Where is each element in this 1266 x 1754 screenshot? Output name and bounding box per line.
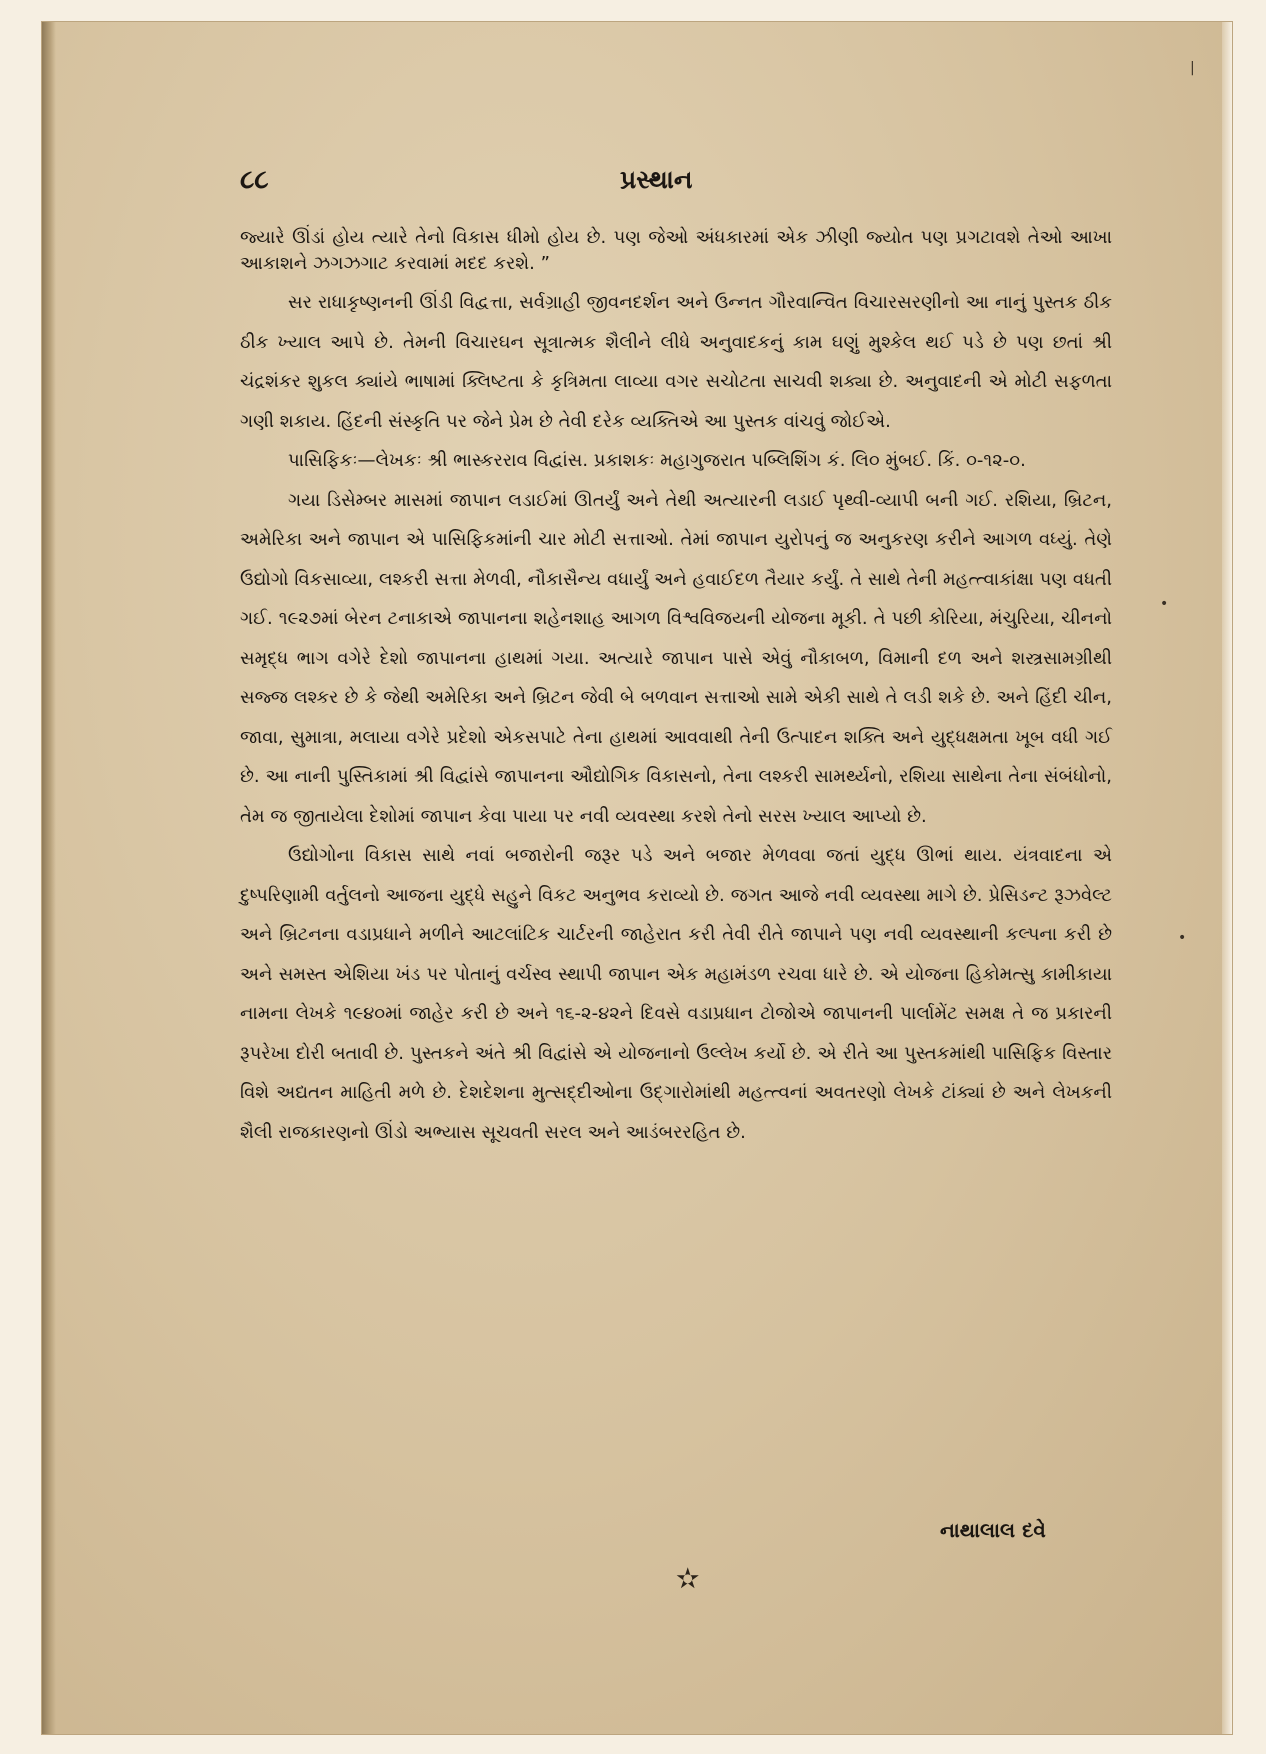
- scan-speck: •: [1160, 596, 1169, 612]
- paragraph-japan-pacific: ગયા ડિસેમ્બર માસમાં જાપાન લડાઈમાં ઊતર્યું અને તેથી અત્યારની લડાઈ પૃથ્વી-વ્યાપી બની ગઈ. રશિયા, બ્રિટન, અમેરિકા અને જાપાન એ પાસિફિકમાંની ચાર મોટી સત્તાઓ. તેમાં જાપાન યુરોપનું જ અનુકરણ કરીને આગળ વધ્યું. તેણે ઉદ્યોગો વિકસાવ્યા, લશ્કરી સત્તા મેળવી, નૌકાસૈન્ય વધાર્યું અને હવાઈદળ તૈયાર કર્યું. તે સાથે તેની મહત્ત્વાકાંક્ષા પણ વધતી ગઈ. ૧૯૨૭માં બેરન ટનાકાએ જાપાનના શહેનશાહ આગળ વિશ્વવિજયની યોજના મૂકી. તે પછી કોરિયા, મંચુરિયા, ચીનનો સમૃદ્ધ ભાગ વગેરે દેશો જાપાનના હાથમાં ગયા. અત્યારે જાપાન પાસે એવું નૌકાબળ, વિમાની દળ અને શસ્ત્રસામગ્રીથી સજ્જ લશ્કર છે કે જેથી અમેરિકા અને બ્રિટન જેવી બે બળવાન સત્તાઓ સામે એકી સાથે તે લડી શકે છે. અને હિંદી ચીન, જાવા, સુમાત્રા, મલાયા વગેરે પ્રદેશો એકસપાટે તેના હાથમાં આવવાથી તેની ઉત્પાદન શક્તિ અને યુદ્ધક્ષમતા ખૂબ વધી ગઈ છે. આ નાની પુસ્તિકામાં શ્રી વિદ્વાંસે જાપાનના ઔદ્યોગિક વિકાસનો, તેના લશ્કરી સામર્થ્યનો, રશિયા સાથેના તેના સંબંધોનો, તેમ જ જીતાયેલા દેશોમાં જાપાન કેવા પાયા પર નવી વ્યવસ્થા કરશે તેનો સરસ ખ્યાલ આપ્યો છે.: [240, 489, 1112, 827]
- scan-speck: •: [1178, 930, 1187, 946]
- page-number: ૮૮: [240, 165, 269, 195]
- page-binding-shadow: [42, 22, 56, 1734]
- running-title: પ્રસ્થાન: [620, 165, 693, 194]
- paragraph-book-citation: પાસિફિકઃ—લેખકઃ શ્રી ભાસ્કરરાવ વિદ્વાંસ. પ્રકાશકઃ મહાગુજરાત પબ્લિશિંગ કં. લિ૦ મુંબઈ. કિં. ૦-૧૨-૦.: [288, 450, 1026, 471]
- page-header: [240, 165, 1120, 205]
- page-right-edge: [1222, 22, 1232, 1734]
- paragraph-quote-ending: જ્યારે ઊંડાં હોય ત્યારે તેનો વિકાસ ધીમો હોય છે. પણ જેઓ અંધકારમાં એક ઝીણી જ્યોત પણ પ્રગટાવશે તેઓ આખા આકાશને ઝગઝગાટ કરવામાં મદદ કરશે. ”: [240, 227, 1112, 274]
- paragraph-new-order: ઉદ્યોગોના વિકાસ સાથે નવાં બજારોની જરૂર પડે અને બજાર મેળવવા જતાં યુદ્ધ ઊભાં થાય. યંત્રવાદના એ દુષ્પરિણામી વર્તુલનો આજના યુદ્ધે સહુને વિકટ અનુભવ કરાવ્યો છે. જગત આજે નવી વ્યવસ્થા માગે છે. પ્રેસિડન્ટ રૂઝવેલ્ટ અને બ્રિટનના વડાપ્રધાને મળીને આટલાંટિક ચાર્ટરની જાહેરાત કરી તેવી રીતે જાપાને પણ નવી વ્યવસ્થાની કલ્પના કરી છે અને સમસ્ત એશિયા ખંડ પર પોતાનું વર્ચસ્વ સ્થાપી જાપાન એક મહામંડળ રચવા ધારે છે. એ યોજના હિકોમત્સુ કામીકાયા નામના લેખકે ૧૯૪૦માં જાહેર કરી છે અને ૧૬-૨-૪૨ને દિવસે વડાપ્રધાન ટોજોએ જાપાનની પાર્લામેંટ સમક્ષ તે જ પ્રકારની રૂપરેખા દોરી બતાવી છે. પુસ્તકને અંતે શ્રી વિદ્વાંસે એ યોજનાનો ઉલ્લેખ કર્યો છે. એ રીતે આ પુસ્તકમાંથી પાસિફિક વિસ્તાર વિશે અદ્યતન માહિતી મળે છે. દેશદેશના મુત્સદ્દીઓના ઉદ્ગારોમાંથી મહત્ત્વનાં અવતરણો લેખકે ટાંક્યાં છે અને લેખકની શૈલી રાજકારણનો ઊંડો અભ્યાસ સૂચવતી સરલ અને આડંબરરહિત છે.: [240, 845, 1112, 1143]
- scan-speck: |: [1190, 60, 1195, 76]
- paragraph-review-radhakrishnan: સર રાધાકૃષ્ણનની ઊંડી વિદ્વત્તા, સર્વગ્રાહી જીવનદર્શન અને ઉન્નત ગૌરવાન્વિત વિચારસરણીનો આ નાનું પુસ્તક ઠીક ઠીક ખ્યાલ આપે છે. તેમની વિચારઘન સૂત્રાત્મક શૈલીને લીધે અનુવાદકનું કામ ઘણું મુશ્કેલ થઈ પડે છે પણ છતાં શ્રી ચંદ્રશંકર શુકલ ક્યાંયે ભાષામાં ક્લિષ્ટતા કે કૃત્રિમતા લાવ્યા વગર સચોટતા સાચવી શક્યા છે. અનુવાદની એ મોટી સફળતા ગણી શકાય. હિંદની સંસ્કૃતિ પર જેને પ્રેમ છે તેવી દરેક વ્યક્તિએ આ પુસ્તક વાંચવું જોઈએ.: [240, 292, 1112, 432]
- author-signature: નાથાલાલ દવે: [940, 1518, 1046, 1542]
- article-body: [240, 225, 1112, 1152]
- star-ornament-icon: ✫: [676, 1562, 700, 1595]
